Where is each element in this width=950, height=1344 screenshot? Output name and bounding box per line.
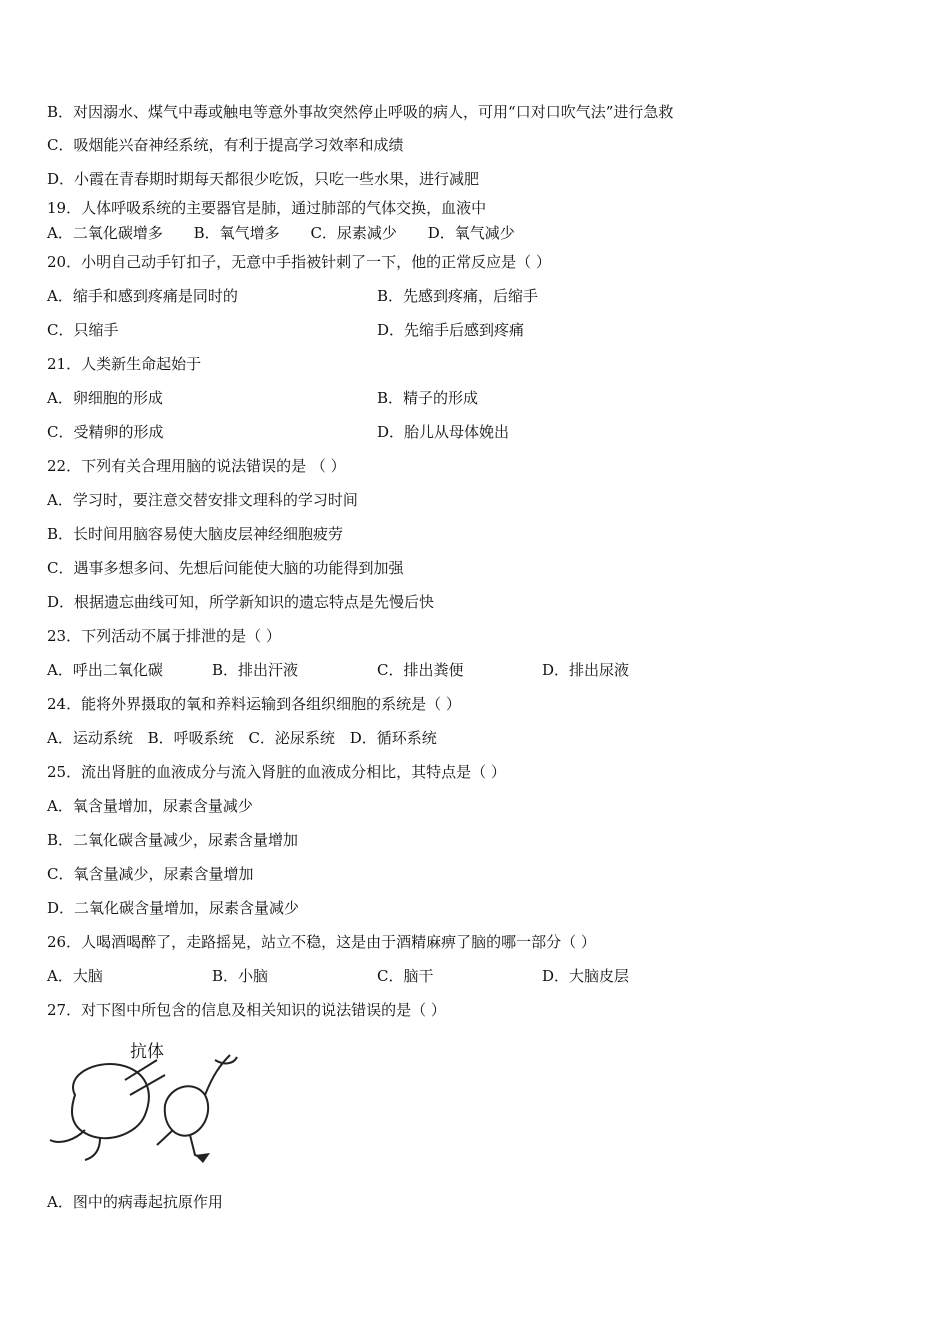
q19-stem: 19．人体呼吸系统的主要器官是肺，通过肺部的气体交换，血液中 bbox=[47, 199, 487, 217]
q25-option-a: A．氧含量增加，尿素含量减少 bbox=[47, 797, 253, 815]
q23-option-a: A．呼出二氧化碳 bbox=[47, 661, 163, 679]
q18-option-b: B．对因溺水、煤气中毒或触电等意外事故突然停止呼吸的病人，可用“口对口吹气法”进行急救 bbox=[47, 103, 674, 121]
q24-stem: 24．能将外界摄取的氧和养料运输到各组织细胞的系统是（ ） bbox=[47, 695, 461, 713]
q26-stem: 26．人喝酒喝醉了，走路摇晃，站立不稳，这是由于酒精麻痹了脑的哪一部分（ ） bbox=[47, 933, 596, 951]
q22-option-c: C．遇事多想多问、先想后问能使大脑的功能得到加强 bbox=[47, 559, 404, 577]
q20-option-b: B．先感到疼痛，后缩手 bbox=[377, 287, 539, 305]
q25-option-c: C．氧含量减少，尿素含量增加 bbox=[47, 865, 254, 883]
q23-option-b: B．排出汗液 bbox=[212, 661, 299, 679]
q27-stem: 27．对下图中所包含的信息及相关知识的说法错误的是（ ） bbox=[47, 1001, 446, 1019]
q21-option-d: D．胎儿从母体娩出 bbox=[377, 423, 510, 441]
q24-option-d: D．循环系统 bbox=[349, 729, 437, 747]
q21-option-c: C．受精卵的形成 bbox=[47, 423, 164, 441]
q24-option-c: C．泌尿系统 bbox=[248, 729, 335, 747]
q20-option-a: A．缩手和感到疼痛是同时的 bbox=[47, 287, 238, 305]
q22-option-a: A．学习时，要注意交替安排文理科的学习时间 bbox=[47, 491, 358, 509]
q20-option-c: C．只缩手 bbox=[47, 321, 119, 339]
q19-option-c: C．尿素减少 bbox=[310, 224, 397, 242]
q21-option-b: B．精子的形成 bbox=[377, 389, 479, 407]
q24-option-a: A．运动系统 bbox=[47, 729, 133, 747]
q26-option-d: D．大脑皮层 bbox=[542, 967, 630, 985]
q27-option-a: A．图中的病毒起抗原作用 bbox=[47, 1193, 223, 1211]
q24-option-b: B．呼吸系统 bbox=[147, 729, 234, 747]
q18-option-c: C．吸烟能兴奋神经系统，有利于提高学习效率和成绩 bbox=[47, 136, 404, 154]
figure-label-antibody: 抗体 bbox=[130, 1042, 164, 1062]
q19-option-b: B．氧气增多 bbox=[193, 224, 280, 242]
q25-option-d: D．二氧化碳含量增加，尿素含量减少 bbox=[47, 899, 300, 917]
q24-options bbox=[47, 728, 453, 748]
q25-stem: 25．流出肾脏的血液成分与流入肾脏的血液成分相比，其特点是（ ） bbox=[47, 763, 506, 781]
q23-stem: 23．下列活动不属于排泄的是（ ） bbox=[47, 627, 281, 645]
q21-option-a: A．卵细胞的形成 bbox=[47, 389, 163, 407]
q19-options bbox=[47, 223, 531, 243]
q18-option-d: D．小霞在青春期时期每天都很少吃饭，只吃一些水果，进行减肥 bbox=[47, 170, 480, 188]
q26-option-c: C．脑干 bbox=[377, 967, 434, 985]
q25-option-b: B．二氧化碳含量减少，尿素含量增加 bbox=[47, 831, 299, 849]
q21-stem: 21．人类新生命起始于 bbox=[47, 355, 202, 373]
q22-stem: 22．下列有关合理用脑的说法错误的是 （ ） bbox=[47, 457, 346, 475]
q26-option-a: A．大脑 bbox=[47, 967, 103, 985]
q23-option-d: D．排出尿液 bbox=[542, 661, 630, 679]
q19-option-a: A．二氧化碳增多 bbox=[47, 224, 163, 242]
q22-option-b: B．长时间用脑容易使大脑皮层神经细胞疲劳 bbox=[47, 525, 344, 543]
q22-option-d: D．根据遗忘曲线可知，所学新知识的遗忘特点是先慢后快 bbox=[47, 593, 435, 611]
q20-stem: 20．小明自己动手钉扣子，无意中手指被针刺了一下，他的正常反应是（ ） bbox=[47, 253, 551, 271]
q20-option-d: D．先缩手后感到疼痛 bbox=[377, 321, 525, 339]
q23-option-c: C．排出粪便 bbox=[377, 661, 464, 679]
q19-option-d: D．氧气减少 bbox=[427, 224, 515, 242]
q26-option-b: B．小脑 bbox=[212, 967, 269, 985]
antibody-virus-figure bbox=[45, 1035, 245, 1170]
